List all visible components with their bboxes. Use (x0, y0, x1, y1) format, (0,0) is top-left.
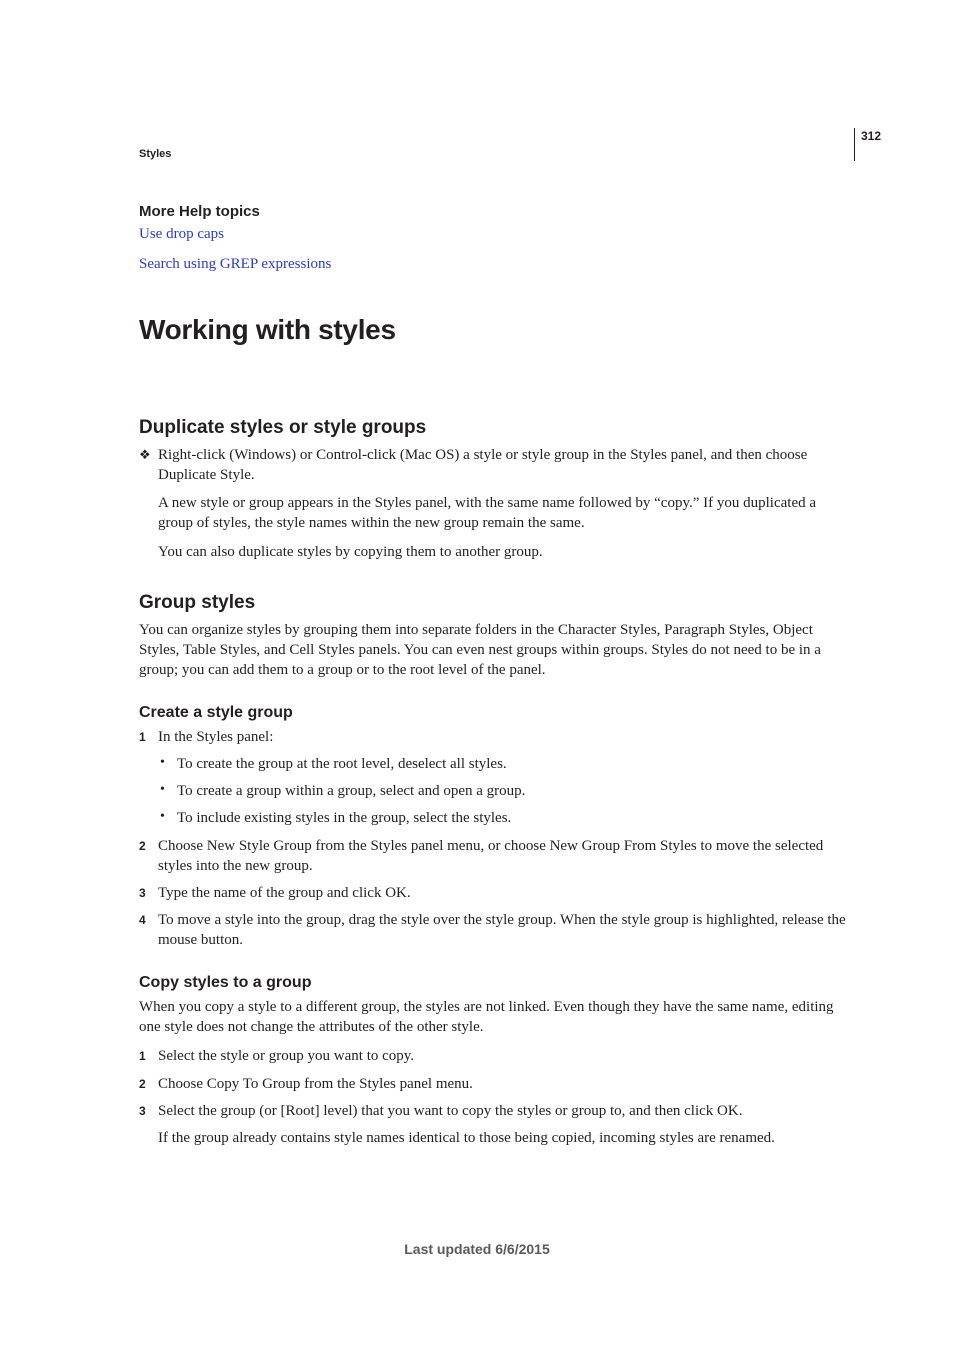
step-number: 1 (139, 1049, 146, 1063)
copy-step-1: Select the style or group you want to copy. (158, 1048, 415, 1064)
copy-step-3: Select the group (or [Root] level) that you want to copy the styles or group to, and then click OK. (158, 1103, 743, 1119)
duplicate-note-1: A new style or group appears in the Styles panel, with the same name followed by “copy.” If you duplicated a group of styles, the style names within the new group remain the same. (158, 495, 817, 531)
heading-group-styles: Group styles (139, 592, 256, 613)
create-step-4: To move a style into the group, drag the style over the style group. When the style group is highlighted, release the mouse button. (158, 912, 846, 948)
step-number: 3 (139, 886, 146, 900)
copy-step-2: Choose Copy To Group from the Styles panel menu. (158, 1076, 473, 1092)
page-number: 312 (861, 129, 882, 143)
header-rule (854, 128, 855, 161)
step-number: 2 (139, 1077, 146, 1091)
create-bullet-2: To create a group within a group, select and open a group. (177, 783, 526, 799)
create-step-2: Choose New Style Group from the Styles panel menu, or choose New Group From Styles to move the selected styles into the new group. (158, 838, 824, 874)
more-help-title: More Help topics (139, 203, 260, 220)
link-search-grep[interactable]: Search using GREP expressions (139, 256, 332, 272)
heading-create-style-group: Create a style group (139, 704, 293, 721)
heading-copy-styles: Copy styles to a group (139, 974, 312, 991)
copy-intro: When you copy a style to a different group, the styles are not linked. Even though they have the same name, editing one style does not change the attributes of the other style. (139, 999, 834, 1035)
step-number: 3 (139, 1104, 146, 1118)
bullet-icon: • (160, 809, 165, 824)
create-step-3: Type the name of the group and click OK. (158, 885, 411, 901)
bullet-icon: • (160, 782, 165, 797)
duplicate-step: Right-click (Windows) or Control-click (Mac OS) a style or style group in the Styles panel, and then choose Duplicate Style. (158, 447, 808, 483)
footer-last-updated: Last updated 6/6/2015 (404, 1241, 550, 1257)
duplicate-note-2: You can also duplicate styles by copying them to another group. (158, 544, 543, 560)
step-diamond-icon: ❖ (139, 447, 151, 462)
page-title: Working with styles (139, 314, 396, 345)
create-bullet-3: To include existing styles in the group, select the styles. (177, 810, 512, 826)
step-number: 2 (139, 839, 146, 853)
group-intro: You can organize styles by grouping them into separate folders in the Character Styles, Paragraph Styles, Object Styles, Table Styles, and Cell Styles panels. You can even nest groups within groups. Styles do not need to be in a group; you can add them to a group or to the root level of the panel. (139, 622, 821, 678)
step-number: 1 (139, 730, 146, 744)
heading-duplicate-styles: Duplicate styles or style groups (139, 417, 427, 438)
copy-note: If the group already contains style names identical to those being copied, incoming styles are renamed. (158, 1130, 775, 1146)
running-header-section: Styles (139, 148, 172, 160)
create-step-1: In the Styles panel: (158, 729, 274, 745)
link-use-drop-caps[interactable]: Use drop caps (139, 226, 224, 242)
create-bullet-1: To create the group at the root level, deselect all styles. (177, 756, 507, 772)
step-number: 4 (139, 913, 146, 927)
bullet-icon: • (160, 755, 165, 770)
